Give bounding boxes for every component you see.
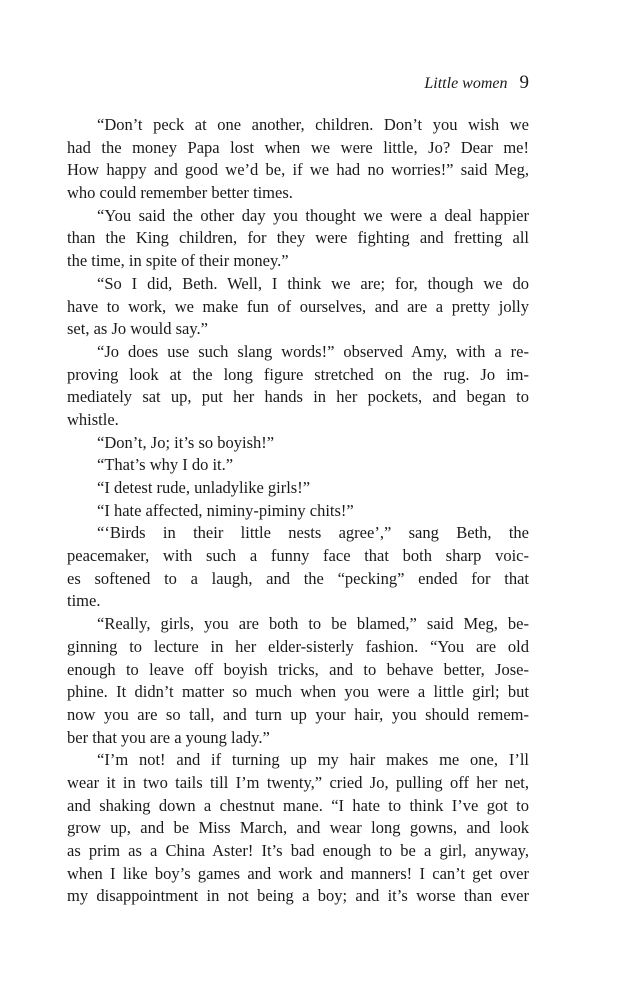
text-line: “I detest rude, unladylike girls!” [97, 478, 311, 497]
running-head [67, 70, 529, 96]
text-line: had the money Papa lost when we were little, Jo? Dear me! [67, 137, 529, 157]
text-line: grow up, and be Miss March, and wear long gowns, and look [67, 818, 529, 838]
text-line: who could remember better times. [67, 183, 293, 203]
body-text [67, 114, 529, 908]
text-line: and shaking down a chestnut mane. “I hate to think I’ve got to [67, 795, 529, 815]
text-line: “Don’t peck at one another, children. Don’t you wish we [97, 115, 529, 134]
text-line: time. [67, 591, 101, 611]
text-line: mediately sat up, put her hands in her pockets, and began to [67, 387, 529, 407]
running-head-title: Little women [424, 75, 508, 92]
text-line: peacemaker, with such a funny face that both sharp voic- [67, 546, 529, 566]
text-line: es softened to a laugh, and the “pecking” ended for that [67, 568, 529, 588]
text-line: “That’s why I do it.” [97, 455, 234, 475]
text-line: when I like boy’s games and work and manners! I can’t get over [67, 863, 529, 883]
book-page [67, 70, 529, 908]
text-line: now you are so tall, and turn up your hair, you should remem- [67, 704, 529, 724]
text-line: enough to leave off boyish tricks, and to behave better, Jose- [67, 659, 529, 679]
text-line: whistle. [67, 409, 119, 429]
text-line: than the King children, for they were fighting and fretting all [67, 228, 529, 248]
text-line: my disappointment in not being a boy; and it’s worse than ever [67, 886, 529, 906]
text-line: “You said the other day you thought we were a deal happier [97, 205, 529, 225]
text-line: as prim as a China Aster! It’s bad enough to be a girl, anyway, [67, 841, 529, 860]
text-line: have to work, we make fun of ourselves, and are a pretty jolly [67, 296, 529, 316]
text-line: “Don’t, Jo; it’s so boyish!” [97, 432, 275, 452]
text-line: proving look at the long figure stretched on the rug. Jo im- [67, 364, 529, 384]
text-line: “So I did, Beth. Well, I think we are; for, though we do [97, 273, 529, 293]
page-number: 9 [519, 72, 529, 93]
text-line: phine. It didn’t matter so much when you were a little girl; but [67, 682, 529, 702]
text-line: “Really, girls, you are both to be blamed,” said Meg, be- [97, 614, 529, 634]
text-line: ber that you are a young lady.” [67, 727, 270, 747]
text-line: “I’m not! and if turning up my hair makes me one, I’ll [97, 750, 529, 770]
text-line: wear it in two tails till I’m twenty,” cried Jo, pulling off her net, [67, 772, 529, 792]
text-line: “Jo does use such slang words!” observed Amy, with a re- [97, 341, 529, 361]
text-line: “‘Birds in their little nests agree’,” sang Beth, the [97, 523, 529, 543]
text-line: ginning to lecture in her elder-sisterly fashion. “You are old [67, 636, 529, 656]
text-line: How happy and good we’d be, if we had no worries!” said Meg, [67, 160, 529, 180]
text-line: the time, in spite of their money.” [67, 251, 289, 271]
text-line: set, as Jo would say.” [67, 319, 208, 339]
text-line: “I hate affected, niminy-piminy chits!” [97, 500, 354, 520]
